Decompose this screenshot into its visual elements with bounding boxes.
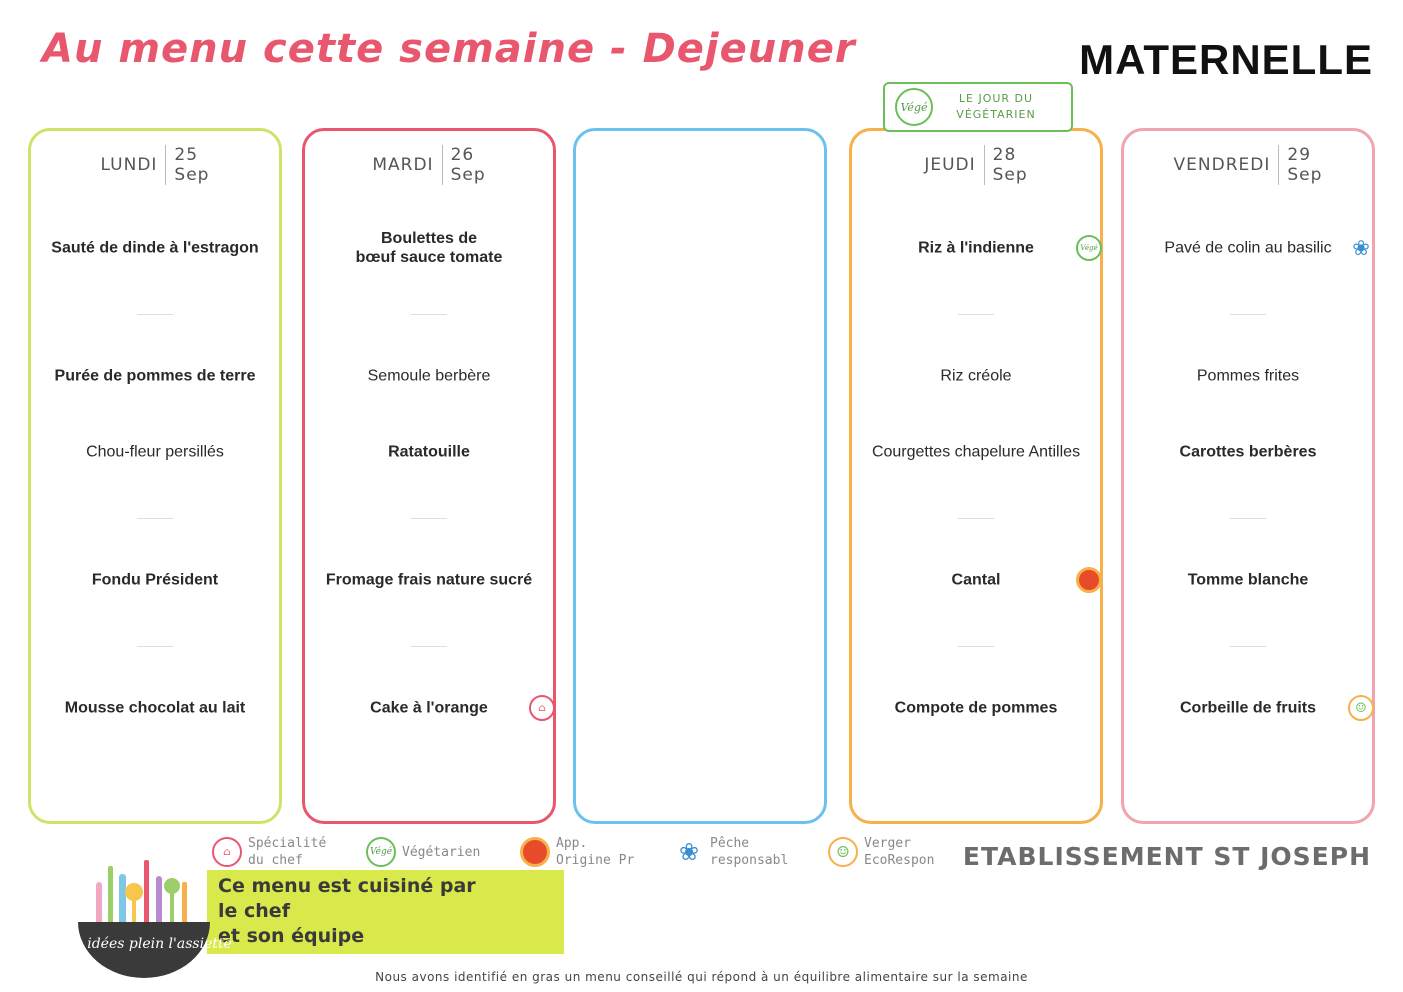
vegetarian-icon: Végé bbox=[895, 88, 933, 126]
course-divider bbox=[1230, 518, 1266, 519]
header-separator bbox=[984, 145, 985, 185]
chef-note: Ce menu est cuisiné par le chef et son équipe bbox=[218, 875, 476, 947]
fish-icon: ❀ bbox=[678, 838, 700, 866]
vegetarian-day-label: LE JOUR DU VÉGÉTARIEN bbox=[956, 92, 1036, 121]
menu-item: Purée de pommes de terre bbox=[54, 367, 256, 385]
course-divider bbox=[1230, 314, 1266, 315]
course-divider bbox=[958, 518, 994, 519]
legend-label: Pêche responsabl bbox=[710, 836, 789, 868]
menu-item: Chou-fleur persillés bbox=[86, 443, 224, 461]
menu-item: Sauté de dinde à l'estragon bbox=[51, 239, 259, 257]
day-month: Sep bbox=[992, 165, 1028, 185]
legend-entry bbox=[366, 837, 506, 867]
day-name: MARDI bbox=[372, 155, 434, 175]
legend-label: Végétarien bbox=[402, 844, 481, 860]
day-header bbox=[31, 143, 279, 187]
chef-speciality-icon: ⌂ bbox=[529, 695, 555, 721]
logo-text: Des idées plein l'assiette bbox=[56, 936, 232, 952]
menu-item: Courgettes chapelure Antilles bbox=[871, 443, 1081, 461]
course-divider bbox=[958, 646, 994, 647]
orchard-icon: ☺ bbox=[828, 837, 858, 867]
vegetarian-day-banner bbox=[883, 82, 1073, 132]
course-divider bbox=[137, 518, 173, 519]
day-name: VENDREDI bbox=[1173, 155, 1271, 175]
menu-item: Fondu Président bbox=[91, 571, 219, 589]
day-month: Sep bbox=[450, 165, 486, 185]
header-separator bbox=[1278, 145, 1279, 185]
legend-entry bbox=[212, 835, 352, 869]
course-divider bbox=[411, 646, 447, 647]
menu-item: Mousse chocolat au lait bbox=[64, 699, 246, 717]
menu-item: Fromage frais nature sucré bbox=[325, 571, 533, 589]
menu-item: Boulettes de bœuf sauce tomate bbox=[355, 230, 503, 266]
vegetarian-icon: Végé bbox=[366, 837, 396, 867]
menu-item: Compote de pommes bbox=[894, 699, 1058, 717]
day-date bbox=[174, 145, 209, 185]
day-name: JEUDI bbox=[924, 155, 976, 175]
course-divider bbox=[1230, 646, 1266, 647]
day-number: 25 bbox=[174, 145, 199, 165]
course-divider bbox=[958, 314, 994, 315]
header-separator bbox=[165, 145, 166, 185]
legend-entry bbox=[828, 835, 968, 869]
day-column-mardi bbox=[302, 128, 556, 824]
course-divider bbox=[411, 518, 447, 519]
menu-item: Semoule berbère bbox=[367, 367, 491, 385]
day-name: LUNDI bbox=[100, 155, 158, 175]
legend bbox=[212, 832, 982, 872]
day-number: 29 bbox=[1287, 145, 1312, 165]
menu-item: Pavé de colin au basilic bbox=[1164, 239, 1332, 257]
aop-icon bbox=[520, 837, 550, 867]
brand-logo bbox=[56, 852, 232, 988]
legend-label: Verger EcoRespon bbox=[864, 836, 935, 868]
legend-label: App. Origine Pr bbox=[556, 836, 635, 868]
day-header bbox=[1124, 143, 1372, 187]
day-number: 28 bbox=[992, 145, 1017, 165]
course-divider bbox=[137, 314, 173, 315]
day-column-lundi bbox=[28, 128, 282, 824]
day-month: Sep bbox=[174, 165, 210, 185]
menu-item: Riz créole bbox=[940, 367, 1012, 385]
menu-item: Ratatouille bbox=[388, 443, 470, 461]
legend-entry bbox=[674, 835, 814, 869]
menu-item: Carottes berbères bbox=[1179, 443, 1317, 461]
menu-item: Pommes frites bbox=[1196, 367, 1300, 385]
course-divider bbox=[411, 314, 447, 315]
day-column-vendredi bbox=[1121, 128, 1375, 824]
course-divider bbox=[137, 646, 173, 647]
day-date bbox=[993, 145, 1028, 185]
menu-item: Corbeille de fruits bbox=[1179, 699, 1317, 717]
day-header bbox=[852, 143, 1100, 187]
day-header bbox=[305, 143, 553, 187]
aop-icon bbox=[1076, 567, 1102, 593]
school-name: ETABLISSEMENT ST JOSEPH bbox=[962, 842, 1371, 871]
page-title: Au menu cette semaine - Dejeuner bbox=[42, 26, 856, 72]
day-number: 26 bbox=[450, 145, 475, 165]
menu-item: Cake à l'orange bbox=[370, 699, 488, 717]
school-level: MATERNELLE bbox=[1079, 36, 1373, 83]
header-separator bbox=[442, 145, 443, 185]
vegetarian-icon: Végé bbox=[1076, 235, 1102, 261]
menu-item: Tomme blanche bbox=[1187, 571, 1309, 589]
day-column-jeudi bbox=[849, 128, 1103, 824]
legend-entry bbox=[520, 835, 660, 869]
fish-icon: ❀ bbox=[1352, 236, 1370, 260]
menu-item: Cantal bbox=[951, 571, 1001, 589]
legend-label: Spécialité du chef bbox=[248, 836, 327, 868]
day-date bbox=[451, 145, 486, 185]
day-month: Sep bbox=[1287, 165, 1323, 185]
day-column-empty bbox=[573, 128, 827, 824]
day-date bbox=[1287, 145, 1322, 185]
menu-item: Riz à l'indienne bbox=[918, 239, 1034, 257]
orchard-icon: ☺ bbox=[1348, 695, 1374, 721]
chef-speciality-icon: ⌂ bbox=[212, 837, 242, 867]
footnote: Nous avons identifié en gras un menu conseillé qui répond à un équilibre alimentaire sur la semaine bbox=[375, 970, 1028, 984]
